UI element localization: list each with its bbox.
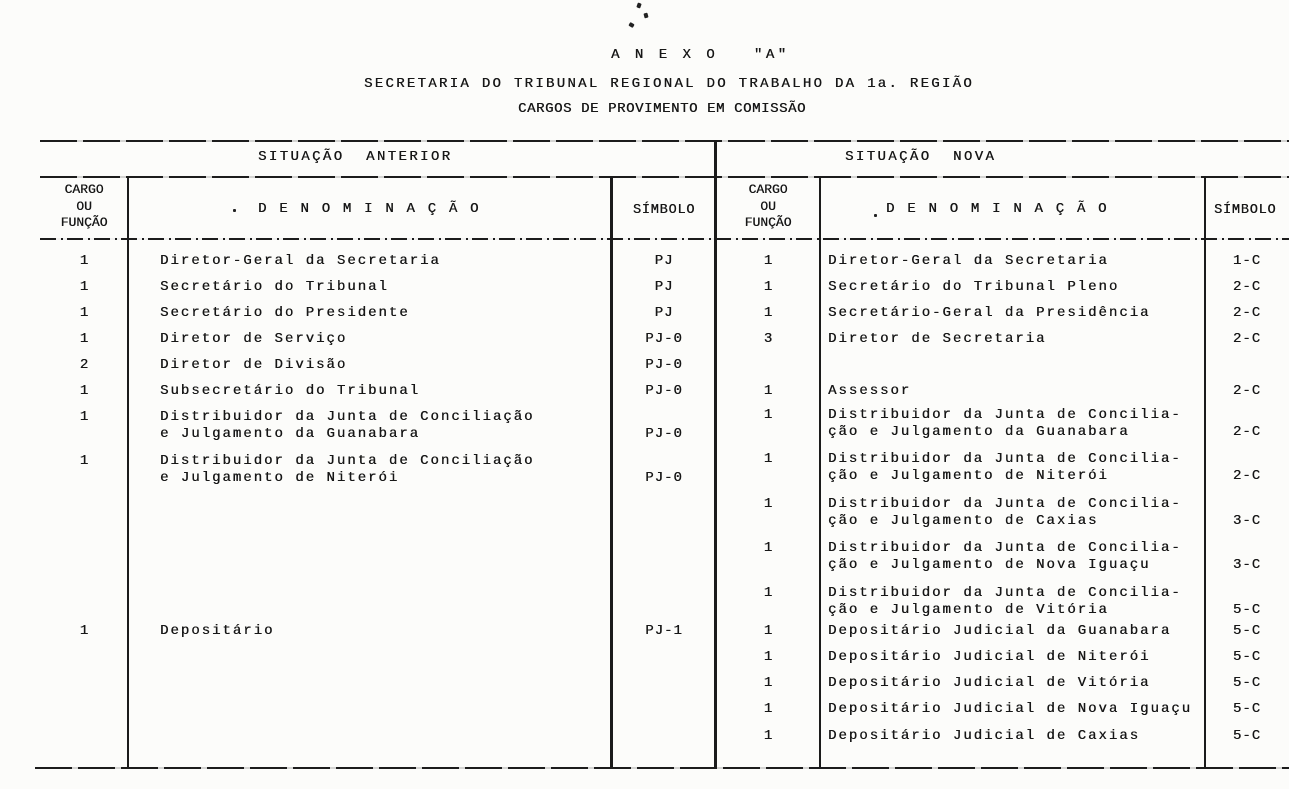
nova-cargo-header: [716, 182, 820, 232]
denominacao-cell: [160, 357, 347, 374]
denominacao-line: Diretor-Geral da Secretaria: [828, 253, 1109, 269]
document-subtitle-2: CARGOS DE PROVIMENTO EM COMISSÃO: [518, 101, 807, 117]
denominacao-line: Secretário do Tribunal Pleno: [828, 279, 1120, 295]
cargo-qty-cell: 1: [79, 279, 89, 295]
denominacao-cell: [828, 728, 1140, 745]
simbolo-cell: PJ: [654, 279, 674, 295]
cargo-qty-cell: 1: [79, 623, 89, 639]
header-line: FUNÇÃO: [744, 215, 792, 230]
denominacao-line: Distribuidor da Junta de Concilia-: [828, 585, 1182, 601]
cargo-qty-cell: 1: [763, 279, 773, 295]
cargo-qty-cell: 1: [763, 540, 773, 556]
nova-denominacao-header: D E N O M I N A Ç Ã O: [886, 201, 1109, 217]
denominacao-cell: [828, 279, 1119, 296]
scan-speck: [636, 2, 641, 8]
denominacao-line: Diretor de Divisão: [160, 357, 348, 373]
cargo-qty-cell: 1: [763, 585, 773, 601]
denominacao-cell: [160, 383, 420, 400]
cargo-qty-cell: 1: [763, 383, 773, 399]
cargo-qty-cell: 1: [79, 305, 89, 321]
denominacao-cell: [160, 409, 534, 443]
cargo-qty-cell: 1: [79, 383, 89, 399]
cargo-qty-cell: 1: [763, 451, 773, 467]
simbolo-cell: PJ-0: [645, 357, 683, 373]
denominacao-cell: [828, 253, 1109, 270]
denominacao-line: ção e Julgamento de Vitória: [828, 602, 1109, 618]
header-line: FUNÇÃO: [60, 215, 108, 230]
denominacao-cell: [160, 279, 389, 296]
scan-speck: [628, 22, 634, 28]
denominacao-cell: [828, 585, 1182, 619]
denominacao-line: ção e Julgamento de Nova Iguaçu: [828, 557, 1151, 573]
denominacao-line: e Julgamento da Guanabara: [160, 426, 421, 442]
denominacao-line: ção e Julgamento de Niterói: [828, 468, 1109, 484]
simbolo-cell: PJ-1: [645, 623, 683, 639]
denominacao-line: Depositário Judicial da Guanabara: [828, 623, 1172, 639]
denominacao-line: Secretário-Geral da Presidência: [828, 305, 1151, 321]
cargo-qty-cell: 1: [763, 407, 773, 423]
header-line: OU: [76, 198, 92, 214]
cargo-qty-cell: 1: [763, 728, 773, 744]
section-title-nova: SITUAÇÃO NOVA: [845, 149, 997, 165]
cargo-qty-cell: 1: [79, 253, 89, 269]
denominacao-cell: [828, 305, 1150, 322]
denominacao-line: Distribuidor da Junta de Conciliação: [160, 453, 535, 469]
denominacao-line: Distribuidor da Junta de Concilia-: [828, 451, 1182, 467]
denominacao-cell: [828, 407, 1182, 441]
simbolo-cell: 2-C: [1232, 424, 1262, 440]
cargo-qty-cell: 1: [763, 649, 773, 665]
simbolo-cell: 2-C: [1232, 331, 1262, 347]
denominacao-cell: [828, 701, 1192, 718]
denominacao-line: Depositário Judicial de Caxias: [828, 728, 1141, 744]
simbolo-cell: PJ: [654, 253, 674, 269]
denominacao-line: Distribuidor da Junta de Conciliação: [160, 409, 535, 425]
cargo-qty-cell: 1: [763, 623, 773, 639]
denominacao-cell: [160, 253, 441, 270]
denominacao-cell: [160, 331, 347, 348]
simbolo-cell: 2-C: [1232, 383, 1262, 399]
simbolo-cell: 2-C: [1232, 468, 1262, 484]
simbolo-cell: 3-C: [1232, 513, 1262, 529]
simbolo-cell: PJ-0: [645, 383, 683, 399]
denominacao-line: Depositário: [160, 623, 275, 639]
simbolo-cell: 5-C: [1232, 675, 1262, 691]
scan-speck: [233, 209, 236, 212]
denominacao-line: Distribuidor da Junta de Concilia-: [828, 540, 1182, 556]
denominacao-line: Subsecretário do Tribunal: [160, 383, 421, 399]
simbolo-cell: PJ-0: [645, 426, 683, 442]
cargo-qty-cell: 1: [763, 675, 773, 691]
table-bottom-rule: [35, 767, 1289, 769]
denominacao-cell: [160, 453, 534, 487]
cargo-qty-cell: 1: [79, 409, 89, 425]
denominacao-cell: [828, 451, 1182, 485]
section-header-rule: [40, 176, 1289, 178]
denominacao-cell: [828, 383, 911, 400]
cargo-qty-cell: 1: [79, 453, 89, 469]
cargo-qty-cell: 1: [763, 253, 773, 269]
denominacao-cell: [828, 331, 1046, 348]
simbolo-cell: 5-C: [1232, 649, 1262, 665]
table-top-rule: [40, 140, 1289, 142]
scan-speck: [643, 13, 648, 19]
denominacao-line: Distribuidor da Junta de Concilia-: [828, 496, 1182, 512]
simbolo-cell: 2-C: [1232, 305, 1262, 321]
denominacao-cell: [828, 649, 1150, 666]
anterior-simbolo-header: SÍMBOLO: [632, 203, 696, 218]
simbolo-cell: 5-C: [1232, 701, 1262, 717]
cargo-qty-cell: 2: [79, 357, 89, 373]
denominacao-cell: [160, 623, 274, 640]
denominacao-line: Depositário Judicial de Niterói: [828, 649, 1151, 665]
denominacao-line: Depositário Judicial de Vitória: [828, 675, 1151, 691]
section-title-anterior: SITUAÇÃO ANTERIOR: [258, 149, 453, 165]
cargo-qty-cell: 1: [763, 305, 773, 321]
denominacao-line: Distribuidor da Junta de Concilia-: [828, 407, 1182, 423]
denominacao-line: Diretor-Geral da Secretaria: [160, 253, 441, 269]
denominacao-line: Secretário do Tribunal: [160, 279, 389, 295]
anterior-denominacao-header: D E N O M I N A Ç Ã O: [258, 201, 481, 217]
denominacao-line: Diretor de Serviço: [160, 331, 348, 347]
denominacao-line: Assessor: [828, 383, 912, 399]
denominacao-cell: [828, 623, 1171, 640]
denominacao-line: ção e Julgamento de Caxias: [828, 513, 1099, 529]
simbolo-cell: 3-C: [1232, 557, 1262, 573]
simbolo-cell: PJ: [654, 305, 674, 321]
denominacao-line: Depositário Judicial de Nova Iguaçu: [828, 701, 1193, 717]
page-title: A N E X O "A": [611, 47, 790, 63]
denominacao-line: Diretor de Secretaria: [828, 331, 1047, 347]
simbolo-cell: PJ-0: [645, 470, 683, 486]
denominacao-line: e Julgamento de Niterói: [160, 470, 400, 486]
anterior-cargo-header: [40, 182, 128, 232]
cargo-qty-cell: 1: [763, 701, 773, 717]
scan-speck: [874, 214, 877, 217]
cargo-qty-cell: 1: [763, 496, 773, 512]
denominacao-cell: [828, 540, 1182, 574]
simbolo-cell: 5-C: [1232, 602, 1262, 618]
header-line: CARGO: [64, 182, 104, 197]
cargo-qty-cell: 3: [763, 331, 773, 347]
denominacao-cell: [828, 675, 1150, 692]
document-subtitle: SECRETARIA DO TRIBUNAL REGIONAL DO TRABALHO DA 1a. REGIÃO: [364, 76, 974, 92]
header-line: CARGO: [748, 182, 788, 197]
denominacao-line: Secretário do Presidente: [160, 305, 410, 321]
simbolo-cell: 2-C: [1232, 279, 1262, 295]
simbolo-cell: 5-C: [1232, 728, 1262, 744]
simbolo-cell: 1-C: [1232, 253, 1262, 269]
column-header-rule: [40, 238, 1289, 240]
simbolo-cell: PJ-0: [645, 331, 683, 347]
nova-simbolo-header: SÍMBOLO: [1214, 203, 1277, 218]
denominacao-line: ção e Julgamento da Guanabara: [828, 424, 1130, 440]
denominacao-cell: [160, 305, 410, 322]
header-line: OU: [760, 198, 776, 214]
cargo-qty-cell: 1: [79, 331, 89, 347]
simbolo-cell: 5-C: [1232, 623, 1262, 639]
denominacao-cell: [828, 496, 1182, 530]
